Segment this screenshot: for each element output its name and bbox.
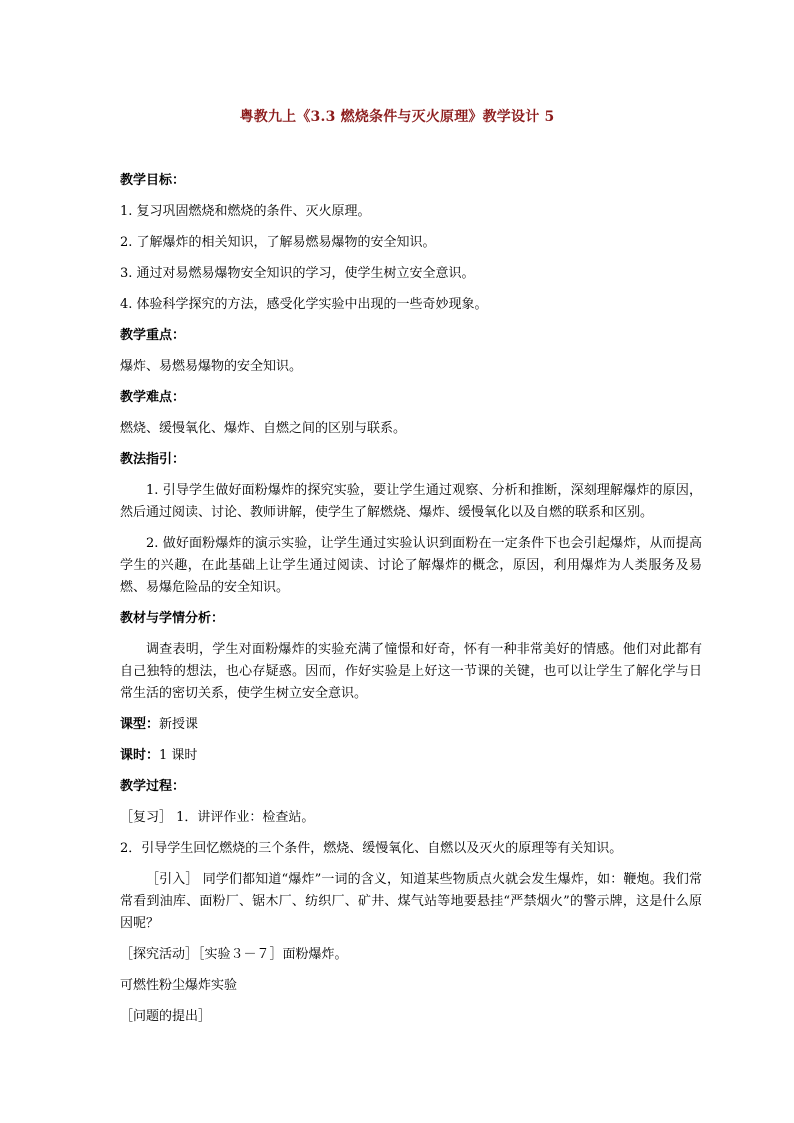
difficulties-heading: 教学难点：	[120, 390, 186, 405]
lesson-hours-label: 课时：	[120, 748, 160, 763]
lesson-hours	[120, 745, 702, 767]
difficulties-text: 燃烧、缓慢氧化、爆炸、自燃之间的区别与联系。	[120, 421, 407, 436]
process-experiment: 可燃性粉尘爆炸实验	[120, 978, 238, 993]
objective-item: 1. 复习巩固燃烧和燃烧的条件、灭火原理。	[120, 204, 371, 219]
process-activity: ［探究活动］［实验３－７］面粉爆炸。	[120, 947, 348, 962]
objectives-heading: 教学目标：	[120, 173, 186, 188]
key-points-text: 爆炸、易燃易爆物的安全知识。	[120, 359, 303, 374]
document-title: 粤教九上《3.3 燃烧条件与灭火原理》教学设计 5	[239, 109, 555, 125]
process-heading: 教学过程：	[120, 779, 186, 794]
objective-item: 2. 了解爆炸的相关知识，了解易燃易爆物的安全知识。	[120, 235, 436, 250]
lesson-type-value: 新授课	[159, 717, 199, 732]
lesson-type	[120, 714, 702, 736]
objective-item: 4. 体验科学探究的方法，感受化学实验中出现的一些奇妙现象。	[120, 297, 488, 312]
objective-item: 3. 通过对易燃易爆物安全知识的学习，使学生树立安全意识。	[120, 266, 475, 281]
method-paragraph: 2. 做好面粉爆炸的演示实验，让学生通过实验认识到面粉在一定条件下也会引起爆炸，从而提高学生的兴趣，在此基础上让学生通过阅读、讨论了解爆炸的概念，原因，利用爆炸为人类服务及易燃、易爆危险品的安全知识。	[120, 536, 702, 595]
analysis-text: 调查表明，学生对面粉爆炸的实验充满了憧憬和好奇，怀有一种非常美好的情感。他们对此都有自己独特的想法，也心存疑惑。因而，作好实验是上好这一节课的关键，也可以让学生了解化学与日常生活的密切关系，使学生树立安全意识。	[120, 642, 702, 701]
method-paragraph: 1. 引导学生做好面粉爆炸的探究实验，要让学生通过观察、分析和推断，深刻理解爆炸的原因，然后通过阅读、讨论、教师讲解，使学生了解燃烧、爆炸、缓慢氧化以及自燃的联系和区别。	[120, 483, 702, 520]
lesson-type-label: 课型：	[120, 717, 160, 732]
analysis-heading: 教材与学情分析：	[120, 611, 225, 626]
key-points-heading: 教学重点：	[120, 328, 186, 343]
method-heading: 教法指引：	[120, 452, 186, 467]
process-review: ［复习］ 1．讲评作业：检查站。	[120, 810, 315, 825]
process-intro: ［引入］ 同学们都知道“爆炸”一词的含义，知道某些物质点火就会发生爆炸，如：鞭炮。我们常常看到油库、面粉厂、锯木厂、纺织厂、矿井、煤气站等地要悬挂“严禁烟火”的警示牌，这是什么原因呢？	[120, 872, 702, 931]
process-review-2: 2．引导学生回忆燃烧的三个条件，燃烧、缓慢氧化、自燃以及灭火的原理等有关知识。	[120, 841, 623, 856]
lesson-hours-value: 1 课时	[159, 748, 198, 763]
document-body	[120, 170, 702, 1037]
process-question: ［问题的提出］	[120, 1009, 212, 1024]
